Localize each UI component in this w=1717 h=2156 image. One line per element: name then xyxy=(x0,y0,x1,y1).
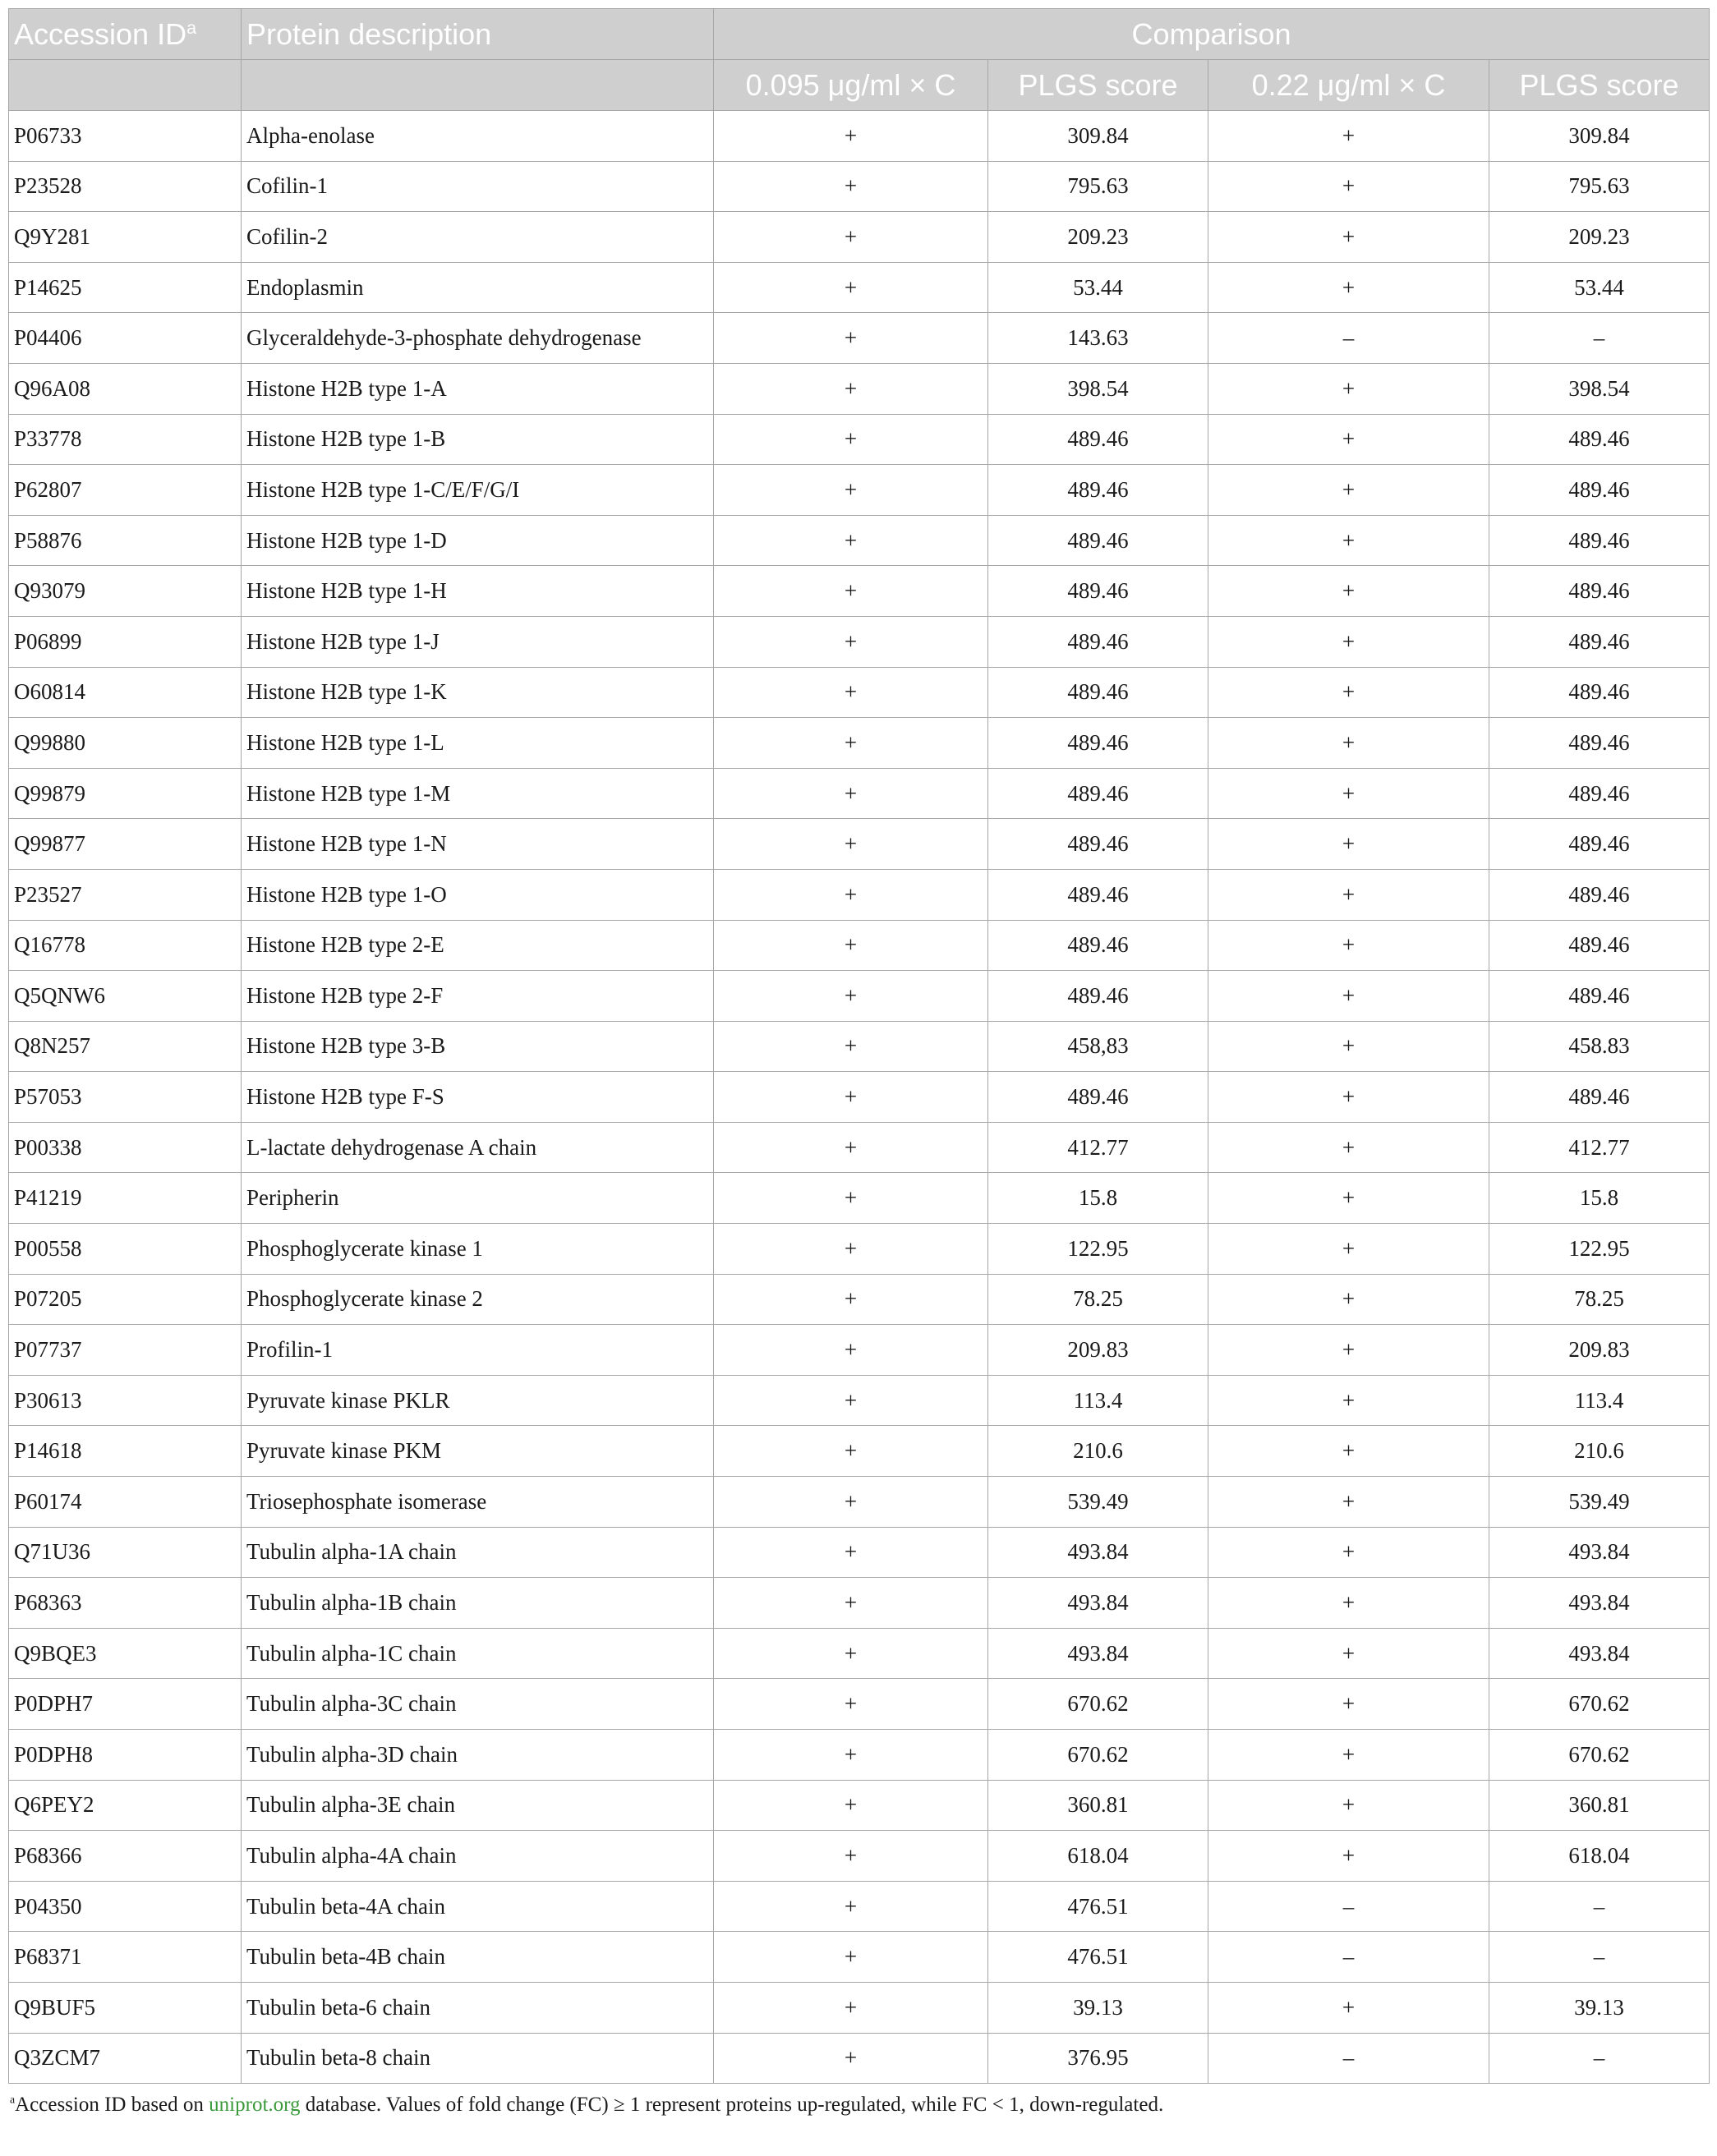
plgs-score-2-cell: 489.46 xyxy=(1489,718,1710,769)
description-cell: Tubulin beta-4A chain xyxy=(242,1881,714,1932)
plgs-score-1-cell: 376.95 xyxy=(988,2033,1208,2084)
description-cell: Cofilin-2 xyxy=(242,212,714,263)
accession-cell: P60174 xyxy=(9,1477,242,1528)
presence-low-cell: + xyxy=(714,2033,988,2084)
plgs-score-1-cell: 618.04 xyxy=(988,1831,1208,1882)
plgs-score-2-cell: 489.46 xyxy=(1489,768,1710,819)
plgs-score-2-cell: 493.84 xyxy=(1489,1578,1710,1629)
presence-high-cell: + xyxy=(1208,1021,1489,1072)
plgs-score-2-cell: 489.46 xyxy=(1489,920,1710,971)
table-row xyxy=(9,414,1710,465)
plgs-score-2-cell: 489.46 xyxy=(1489,515,1710,566)
presence-high-cell: – xyxy=(1208,2033,1489,2084)
presence-high-cell: + xyxy=(1208,1730,1489,1781)
description-cell: Cofilin-1 xyxy=(242,161,714,212)
presence-low-cell: + xyxy=(714,161,988,212)
table-row xyxy=(9,1325,1710,1376)
plgs-score-2-cell: 489.46 xyxy=(1489,414,1710,465)
plgs-score-1-cell: 209.83 xyxy=(988,1325,1208,1376)
accession-cell: P23528 xyxy=(9,161,242,212)
header-accession-id: Accession $ID^a$ xyxy=(9,9,242,60)
presence-high-cell: + xyxy=(1208,768,1489,819)
presence-low-cell: + xyxy=(714,566,988,617)
description-cell: Histone H2B type 1-L xyxy=(242,718,714,769)
description-cell: Tubulin alpha-3D chain xyxy=(242,1730,714,1781)
table-row xyxy=(9,2033,1710,2084)
footnote: $^a$Accession ID based on uniprot.org database. Values of fold change (FC) ≥ 1 represent proteins up-regulated, while FC < 1, down-regulated. xyxy=(10,2093,1164,2117)
presence-high-cell: + xyxy=(1208,1375,1489,1426)
presence-high-cell: + xyxy=(1208,1578,1489,1629)
description-cell: Tubulin alpha-1A chain xyxy=(242,1527,714,1578)
presence-low-cell: + xyxy=(714,313,988,364)
presence-high-cell: + xyxy=(1208,1527,1489,1578)
plgs-score-2-cell: 458.83 xyxy=(1489,1021,1710,1072)
presence-high-cell: + xyxy=(1208,363,1489,414)
presence-high-cell: + xyxy=(1208,1679,1489,1730)
presence-low-cell: + xyxy=(714,212,988,263)
presence-low-cell: + xyxy=(714,1274,988,1325)
accession-cell: P06899 xyxy=(9,616,242,667)
description-cell: Tubulin alpha-1C chain xyxy=(242,1628,714,1679)
plgs-score-2-cell: – xyxy=(1489,1932,1710,1983)
presence-low-cell: + xyxy=(714,414,988,465)
accession-cell: Q9BUF5 xyxy=(9,1982,242,2033)
header-empty-2 xyxy=(242,60,714,111)
presence-high-cell: + xyxy=(1208,111,1489,162)
presence-low-cell: + xyxy=(714,1375,988,1426)
table-row xyxy=(9,1982,1710,2033)
accession-cell: P07737 xyxy=(9,1325,242,1376)
table-row xyxy=(9,1173,1710,1224)
accession-cell: P06733 xyxy=(9,111,242,162)
plgs-score-1-cell: 489.46 xyxy=(988,667,1208,718)
table-row xyxy=(9,363,1710,414)
header-empty-1 xyxy=(9,60,242,111)
presence-high-cell: + xyxy=(1208,515,1489,566)
table-row xyxy=(9,971,1710,1022)
accession-cell: Q9BQE3 xyxy=(9,1628,242,1679)
accession-cell: P23527 xyxy=(9,869,242,920)
table-row xyxy=(9,1628,1710,1679)
plgs-score-2-cell: 670.62 xyxy=(1489,1730,1710,1781)
presence-high-cell: + xyxy=(1208,1982,1489,2033)
presence-high-cell: + xyxy=(1208,1831,1489,1882)
plgs-score-1-cell: 489.46 xyxy=(988,971,1208,1022)
presence-low-cell: + xyxy=(714,768,988,819)
description-cell: Histone H2B type F-S xyxy=(242,1072,714,1123)
plgs-score-2-cell: 209.83 xyxy=(1489,1325,1710,1376)
plgs-score-1-cell: 489.46 xyxy=(988,768,1208,819)
plgs-score-2-cell: 489.46 xyxy=(1489,616,1710,667)
accession-cell: Q8N257 xyxy=(9,1021,242,1072)
plgs-score-1-cell: 493.84 xyxy=(988,1527,1208,1578)
presence-low-cell: + xyxy=(714,1679,988,1730)
plgs-score-2-cell: 210.6 xyxy=(1489,1426,1710,1477)
presence-high-cell: + xyxy=(1208,161,1489,212)
description-cell: Triosephosphate isomerase xyxy=(242,1477,714,1528)
plgs-score-1-cell: 795.63 xyxy=(988,161,1208,212)
plgs-score-2-cell: 398.54 xyxy=(1489,363,1710,414)
plgs-score-2-cell: 412.77 xyxy=(1489,1122,1710,1173)
presence-high-cell: – xyxy=(1208,313,1489,364)
table-row xyxy=(9,667,1710,718)
presence-high-cell: + xyxy=(1208,667,1489,718)
plgs-score-2-cell: 493.84 xyxy=(1489,1527,1710,1578)
description-cell: Tubulin alpha-4A chain xyxy=(242,1831,714,1882)
presence-low-cell: + xyxy=(714,111,988,162)
plgs-score-2-cell: 489.46 xyxy=(1489,971,1710,1022)
description-cell: Histone H2B type 1-C/E/F/G/I xyxy=(242,465,714,516)
table-header xyxy=(9,9,1710,111)
presence-high-cell: + xyxy=(1208,465,1489,516)
table-row xyxy=(9,718,1710,769)
presence-low-cell: + xyxy=(714,1477,988,1528)
plgs-score-1-cell: 398.54 xyxy=(988,363,1208,414)
presence-high-cell: + xyxy=(1208,971,1489,1022)
plgs-score-2-cell: 53.44 xyxy=(1489,262,1710,313)
table-row xyxy=(9,1224,1710,1275)
plgs-score-2-cell: 15.8 xyxy=(1489,1173,1710,1224)
table-row xyxy=(9,616,1710,667)
accession-cell: P68371 xyxy=(9,1932,242,1983)
table-row xyxy=(9,161,1710,212)
accession-cell: P04350 xyxy=(9,1881,242,1932)
plgs-score-1-cell: 493.84 xyxy=(988,1628,1208,1679)
table-row xyxy=(9,1831,1710,1882)
header-comparison: Comparison xyxy=(714,9,1710,60)
description-cell: L-lactate dehydrogenase A chain xyxy=(242,1122,714,1173)
presence-high-cell: + xyxy=(1208,212,1489,263)
description-cell: Histone H2B type 1-O xyxy=(242,869,714,920)
presence-low-cell: + xyxy=(714,920,988,971)
plgs-score-1-cell: 489.46 xyxy=(988,819,1208,870)
plgs-score-1-cell: 489.46 xyxy=(988,515,1208,566)
plgs-score-1-cell: 476.51 xyxy=(988,1881,1208,1932)
table-row xyxy=(9,768,1710,819)
presence-low-cell: + xyxy=(714,1224,988,1275)
presence-high-cell: + xyxy=(1208,1477,1489,1528)
presence-high-cell: + xyxy=(1208,819,1489,870)
table-row xyxy=(9,515,1710,566)
plgs-score-1-cell: 489.46 xyxy=(988,465,1208,516)
plgs-score-1-cell: 113.4 xyxy=(988,1375,1208,1426)
plgs-score-2-cell: 670.62 xyxy=(1489,1679,1710,1730)
presence-high-cell: + xyxy=(1208,1072,1489,1123)
table-row xyxy=(9,1426,1710,1477)
description-cell: Profilin-1 xyxy=(242,1325,714,1376)
plgs-score-2-cell: 489.46 xyxy=(1489,1072,1710,1123)
plgs-score-1-cell: 489.46 xyxy=(988,1072,1208,1123)
plgs-score-2-cell: 493.84 xyxy=(1489,1628,1710,1679)
presence-low-cell: + xyxy=(714,1173,988,1224)
accession-cell: P0DPH8 xyxy=(9,1730,242,1781)
accession-cell: P00338 xyxy=(9,1122,242,1173)
presence-high-cell: + xyxy=(1208,1173,1489,1224)
table-body xyxy=(9,111,1710,2084)
accession-cell: P14625 xyxy=(9,262,242,313)
plgs-score-1-cell: 15.8 xyxy=(988,1173,1208,1224)
presence-low-cell: + xyxy=(714,515,988,566)
presence-low-cell: + xyxy=(714,718,988,769)
plgs-score-2-cell: 539.49 xyxy=(1489,1477,1710,1528)
description-cell: Pyruvate kinase PKM xyxy=(242,1426,714,1477)
accession-cell: Q3ZCM7 xyxy=(9,2033,242,2084)
presence-low-cell: + xyxy=(714,1628,988,1679)
presence-low-cell: + xyxy=(714,1831,988,1882)
accession-cell: P33778 xyxy=(9,414,242,465)
table-row xyxy=(9,1881,1710,1932)
presence-low-cell: + xyxy=(714,616,988,667)
accession-cell: O60814 xyxy=(9,667,242,718)
table-row xyxy=(9,1477,1710,1528)
accession-cell: Q99880 xyxy=(9,718,242,769)
presence-low-cell: + xyxy=(714,1730,988,1781)
presence-low-cell: + xyxy=(714,1578,988,1629)
table-row xyxy=(9,1932,1710,1983)
plgs-score-2-cell: 78.25 xyxy=(1489,1274,1710,1325)
presence-low-cell: + xyxy=(714,1881,988,1932)
description-cell: Tubulin alpha-3C chain xyxy=(242,1679,714,1730)
table-row xyxy=(9,465,1710,516)
accession-cell: Q5QNW6 xyxy=(9,971,242,1022)
plgs-score-1-cell: 122.95 xyxy=(988,1224,1208,1275)
description-cell: Histone H2B type 1-B xyxy=(242,414,714,465)
table-row xyxy=(9,1122,1710,1173)
description-cell: Tubulin alpha-3E chain xyxy=(242,1780,714,1831)
accession-cell: P0DPH7 xyxy=(9,1679,242,1730)
accession-cell: Q9Y281 xyxy=(9,212,242,263)
presence-high-cell: + xyxy=(1208,1628,1489,1679)
accession-cell: Q16778 xyxy=(9,920,242,971)
presence-low-cell: + xyxy=(714,1780,988,1831)
plgs-score-1-cell: 489.46 xyxy=(988,920,1208,971)
protein-table xyxy=(8,8,1710,2084)
presence-low-cell: + xyxy=(714,1932,988,1983)
plgs-score-1-cell: 539.49 xyxy=(988,1477,1208,1528)
accession-cell: P14618 xyxy=(9,1426,242,1477)
accession-cell: P58876 xyxy=(9,515,242,566)
description-cell: Histone H2B type 1-A xyxy=(242,363,714,414)
plgs-score-1-cell: 670.62 xyxy=(988,1679,1208,1730)
plgs-score-1-cell: 670.62 xyxy=(988,1730,1208,1781)
presence-low-cell: + xyxy=(714,1325,988,1376)
plgs-score-2-cell: 39.13 xyxy=(1489,1982,1710,2033)
plgs-score-1-cell: 489.46 xyxy=(988,869,1208,920)
header-plgs-score-2: PLGS score xyxy=(1489,60,1710,111)
description-cell: Histone H2B type 1-N xyxy=(242,819,714,870)
table-row xyxy=(9,212,1710,263)
plgs-score-1-cell: 210.6 xyxy=(988,1426,1208,1477)
table-row xyxy=(9,1072,1710,1123)
accession-cell: Q96A08 xyxy=(9,363,242,414)
plgs-score-2-cell: 795.63 xyxy=(1489,161,1710,212)
header-plgs-score-1: PLGS score xyxy=(988,60,1208,111)
accession-cell: Q99879 xyxy=(9,768,242,819)
plgs-score-1-cell: 360.81 xyxy=(988,1780,1208,1831)
plgs-score-2-cell: 209.23 xyxy=(1489,212,1710,263)
description-cell: Tubulin beta-6 chain xyxy=(242,1982,714,2033)
plgs-score-1-cell: 309.84 xyxy=(988,111,1208,162)
plgs-score-1-cell: 493.84 xyxy=(988,1578,1208,1629)
description-cell: Tubulin beta-4B chain xyxy=(242,1932,714,1983)
accession-cell: P41219 xyxy=(9,1173,242,1224)
table-row xyxy=(9,920,1710,971)
presence-high-cell: + xyxy=(1208,1780,1489,1831)
description-cell: Phosphoglycerate kinase 2 xyxy=(242,1274,714,1325)
accession-cell: P68363 xyxy=(9,1578,242,1629)
table-container xyxy=(8,8,1709,2117)
accession-cell: P57053 xyxy=(9,1072,242,1123)
presence-high-cell: + xyxy=(1208,566,1489,617)
table-row xyxy=(9,111,1710,162)
presence-low-cell: + xyxy=(714,1527,988,1578)
presence-high-cell: + xyxy=(1208,1274,1489,1325)
plgs-score-1-cell: 489.46 xyxy=(988,616,1208,667)
accession-cell: P04406 xyxy=(9,313,242,364)
presence-high-cell: + xyxy=(1208,414,1489,465)
accession-cell: P00558 xyxy=(9,1224,242,1275)
table-row xyxy=(9,313,1710,364)
plgs-score-2-cell: 113.4 xyxy=(1489,1375,1710,1426)
plgs-score-2-cell: 489.46 xyxy=(1489,566,1710,617)
presence-low-cell: + xyxy=(714,1021,988,1072)
table-row xyxy=(9,1730,1710,1781)
description-cell: Histone H2B type 1-J xyxy=(242,616,714,667)
plgs-score-1-cell: 78.25 xyxy=(988,1274,1208,1325)
header-dose-high: 0.22 μg/ml × C xyxy=(1208,60,1489,111)
presence-low-cell: + xyxy=(714,971,988,1022)
presence-low-cell: + xyxy=(714,667,988,718)
presence-high-cell: + xyxy=(1208,1426,1489,1477)
table-row xyxy=(9,1780,1710,1831)
presence-low-cell: + xyxy=(714,1072,988,1123)
accession-cell: Q71U36 xyxy=(9,1527,242,1578)
description-cell: Histone H2B type 1-D xyxy=(242,515,714,566)
presence-high-cell: + xyxy=(1208,1325,1489,1376)
accession-cell: Q6PEY2 xyxy=(9,1780,242,1831)
table-row xyxy=(9,1527,1710,1578)
presence-high-cell: + xyxy=(1208,869,1489,920)
plgs-score-2-cell: 489.46 xyxy=(1489,667,1710,718)
description-cell: Histone H2B type 2-F xyxy=(242,971,714,1022)
table-row xyxy=(9,819,1710,870)
plgs-score-2-cell: 489.46 xyxy=(1489,869,1710,920)
plgs-score-2-cell: 309.84 xyxy=(1489,111,1710,162)
plgs-score-1-cell: 458,83 xyxy=(988,1021,1208,1072)
plgs-score-1-cell: 489.46 xyxy=(988,566,1208,617)
presence-low-cell: + xyxy=(714,819,988,870)
plgs-score-1-cell: 489.46 xyxy=(988,718,1208,769)
accession-cell: P62807 xyxy=(9,465,242,516)
accession-cell: P30613 xyxy=(9,1375,242,1426)
table-row xyxy=(9,1578,1710,1629)
plgs-score-2-cell: 489.46 xyxy=(1489,819,1710,870)
presence-high-cell: + xyxy=(1208,718,1489,769)
accession-cell: Q99877 xyxy=(9,819,242,870)
header-dose-low: 0.095 μg/ml × C xyxy=(714,60,988,111)
table-row xyxy=(9,1274,1710,1325)
plgs-score-2-cell: 122.95 xyxy=(1489,1224,1710,1275)
description-cell: Histone H2B type 1-M xyxy=(242,768,714,819)
plgs-score-1-cell: 476.51 xyxy=(988,1932,1208,1983)
plgs-score-2-cell: 618.04 xyxy=(1489,1831,1710,1882)
uniprot-link[interactable]: uniprot.org xyxy=(209,2094,301,2117)
description-cell: Alpha-enolase xyxy=(242,111,714,162)
plgs-score-2-cell: – xyxy=(1489,2033,1710,2084)
plgs-score-2-cell: – xyxy=(1489,1881,1710,1932)
table-row xyxy=(9,1021,1710,1072)
presence-high-cell: + xyxy=(1208,920,1489,971)
description-cell: Tubulin alpha-1B chain xyxy=(242,1578,714,1629)
plgs-score-2-cell: 489.46 xyxy=(1489,465,1710,516)
description-cell: Glyceraldehyde-3-phosphate dehydrogenase xyxy=(242,313,714,364)
plgs-score-2-cell: 360.81 xyxy=(1489,1780,1710,1831)
table-row xyxy=(9,1679,1710,1730)
presence-high-cell: – xyxy=(1208,1932,1489,1983)
plgs-score-1-cell: 53.44 xyxy=(988,262,1208,313)
accession-cell: P68366 xyxy=(9,1831,242,1882)
table-row xyxy=(9,869,1710,920)
description-cell: Phosphoglycerate kinase 1 xyxy=(242,1224,714,1275)
presence-low-cell: + xyxy=(714,262,988,313)
plgs-score-1-cell: 39.13 xyxy=(988,1982,1208,2033)
presence-low-cell: + xyxy=(714,1426,988,1477)
presence-low-cell: + xyxy=(714,465,988,516)
presence-low-cell: + xyxy=(714,1122,988,1173)
description-cell: Histone H2B type 1-K xyxy=(242,667,714,718)
presence-high-cell: + xyxy=(1208,262,1489,313)
accession-cell: Q93079 xyxy=(9,566,242,617)
description-cell: Pyruvate kinase PKLR xyxy=(242,1375,714,1426)
table-row xyxy=(9,262,1710,313)
presence-high-cell: + xyxy=(1208,616,1489,667)
plgs-score-1-cell: 209.23 xyxy=(988,212,1208,263)
plgs-score-1-cell: 412.77 xyxy=(988,1122,1208,1173)
description-cell: Histone H2B type 1-H xyxy=(242,566,714,617)
description-cell: Endoplasmin xyxy=(242,262,714,313)
plgs-score-2-cell: – xyxy=(1489,313,1710,364)
table-row xyxy=(9,566,1710,617)
description-cell: Histone H2B type 3-B xyxy=(242,1021,714,1072)
plgs-score-1-cell: 489.46 xyxy=(988,414,1208,465)
description-cell: Histone H2B type 2-E xyxy=(242,920,714,971)
presence-high-cell: – xyxy=(1208,1881,1489,1932)
presence-high-cell: + xyxy=(1208,1122,1489,1173)
plgs-score-1-cell: 143.63 xyxy=(988,313,1208,364)
presence-low-cell: + xyxy=(714,363,988,414)
description-cell: Peripherin xyxy=(242,1173,714,1224)
presence-low-cell: + xyxy=(714,1982,988,2033)
presence-low-cell: + xyxy=(714,869,988,920)
header-protein-description: Protein description xyxy=(242,9,714,60)
presence-high-cell: + xyxy=(1208,1224,1489,1275)
accession-cell: P07205 xyxy=(9,1274,242,1325)
table-row xyxy=(9,1375,1710,1426)
description-cell: Tubulin beta-8 chain xyxy=(242,2033,714,2084)
